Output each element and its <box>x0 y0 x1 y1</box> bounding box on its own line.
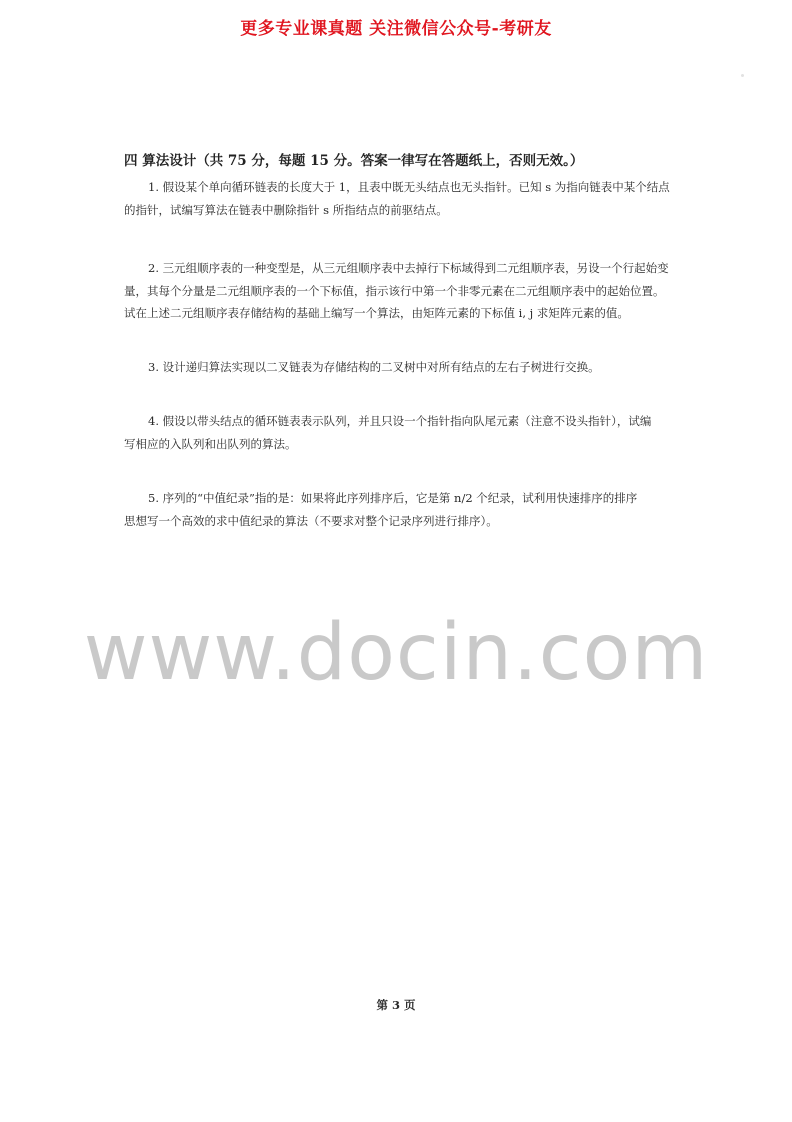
page-number: 第 3 页 <box>376 998 416 1012</box>
question-4-line-1: 4. 假设以带头结点的循环链表表示队列，并且只设一个指针指向队尾元素（注意不设头指针），试编 <box>148 414 652 428</box>
question-2-line-2: 量，其每个分量是二元组顺序表的一个下标值，指示该行中第一个非零元素在二元组顺序表中的起始位置。 <box>124 283 665 298</box>
question-2-line-1: 2. 三元组顺序表的一种变型是，从三元组顺序表中去掉行下标域得到二元组顺序表，另设一个行起始变 <box>148 261 669 275</box>
watermark: www.docin.com <box>83 608 709 698</box>
banner-title: 更多专业课真题 关注微信公众号-考研友 <box>240 19 552 39</box>
question-1-line-2: 的指针，试编写算法在链表中删除指针 s 所指结点的前驱结点。 <box>124 202 448 217</box>
question-2-line-3: 试在上述二元组顺序表存储结构的基础上编写一个算法，由矩阵元素的下标值 i, j 求矩阵元素的值。 <box>124 306 629 320</box>
question-5-line-1: 5. 序列的“中值纪录”指的是：如果将此序列排序后，它是第 n/2 个纪录，试利用快速排序的排序 <box>148 491 638 505</box>
question-4-line-2: 写相应的入队列和出队列的算法。 <box>124 436 297 451</box>
question-5-line-2: 思想写一个高效的求中值纪录的算法（不要求对整个记录序列进行排序）。 <box>124 513 498 528</box>
question-4 <box>124 410 672 455</box>
section-title: 四 算法设计（共 75 分，每题 15 分。答案一律写在答题纸上，否则无效。） <box>124 153 584 169</box>
question-1-line-1: 1. 假设某个单向循环链表的长度大于 1，且表中既无头结点也无头指针。已知 s 为指向链表中某个结点 <box>148 180 670 194</box>
question-3 <box>124 356 672 379</box>
scan-speck <box>741 74 744 77</box>
question-3-line-1: 3. 设计递归算法实现以二叉链表为存储结构的二叉树中对所有结点的左右子树进行交换。 <box>148 360 600 374</box>
question-5 <box>124 487 672 532</box>
question-2 <box>124 257 672 325</box>
question-1 <box>124 176 672 221</box>
